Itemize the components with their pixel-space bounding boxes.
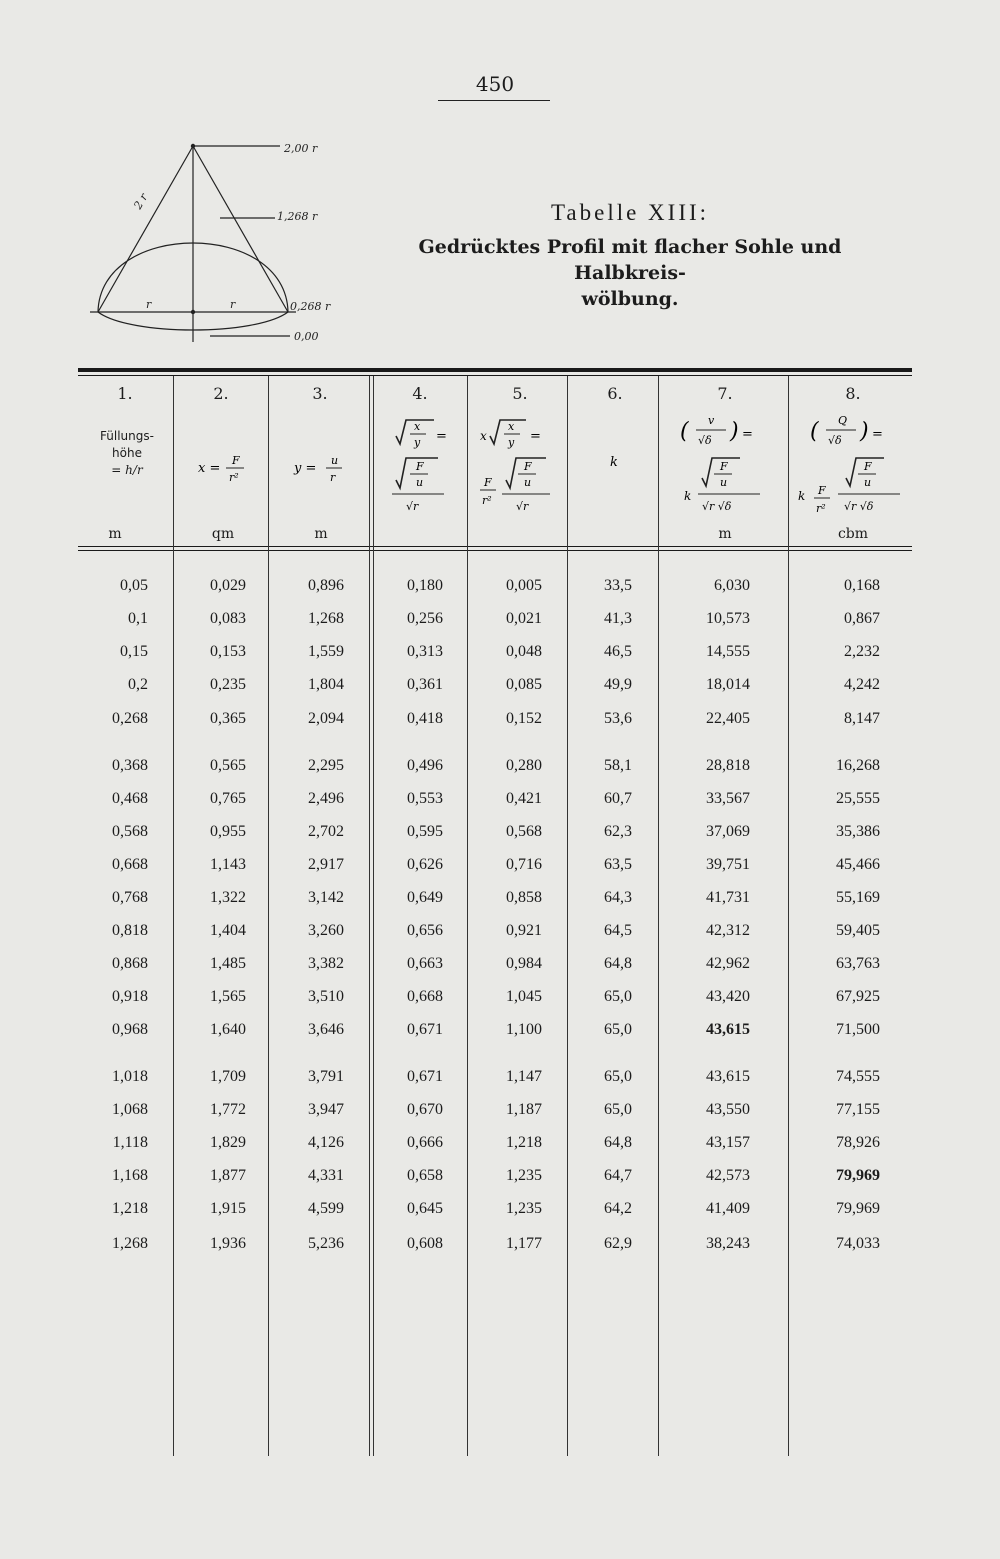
svg-text:x: x	[480, 429, 487, 443]
col8-formula	[792, 408, 910, 522]
svg-text:u: u	[416, 476, 424, 489]
header-bottom-rule-1	[78, 546, 912, 547]
subtitle-line-2: wölbung.	[581, 288, 679, 310]
table-cell: 28,818	[706, 757, 750, 774]
table-cell: 0,568	[506, 823, 542, 840]
label-low: 0,268 r	[290, 300, 331, 313]
svg-text:u: u	[331, 454, 339, 467]
table-cell: 1,565	[210, 988, 246, 1005]
table-cell: 2,232	[844, 643, 880, 660]
table-cell: 0,668	[112, 856, 148, 873]
page-number-rule	[438, 100, 550, 101]
col4-formula	[378, 410, 466, 524]
col6-formula	[600, 452, 630, 476]
table-cell: 0,048	[506, 643, 542, 660]
table-cell: 1,936	[210, 1235, 246, 1252]
table-cell: 74,555	[836, 1068, 880, 1085]
table-row	[0, 1101, 1000, 1131]
table-cell: 74,033	[836, 1235, 880, 1252]
slant-line-right	[193, 146, 288, 312]
table-cell: 2,496	[308, 790, 344, 807]
table-cell: 0,421	[506, 790, 542, 807]
table-cell: 0,256	[407, 610, 443, 627]
table-cell: 1,143	[210, 856, 246, 873]
column-number: 4.	[412, 384, 428, 403]
table-cell: 65,0	[604, 1021, 632, 1038]
col7-formula	[668, 408, 786, 522]
svg-text:r: r	[330, 471, 336, 484]
column-number: 7.	[717, 384, 733, 403]
table-cell: 1,235	[506, 1200, 542, 1217]
column-number: 3.	[312, 384, 328, 403]
table-cell: 4,331	[308, 1167, 344, 1184]
svg-text:√δ: √δ	[698, 434, 712, 447]
table-cell: 1,404	[210, 922, 246, 939]
table-cell: 49,9	[604, 676, 632, 693]
table-cell: 0,608	[407, 1235, 443, 1252]
svg-text:√r √δ: √r √δ	[702, 500, 732, 513]
table-cell: 1,322	[210, 889, 246, 906]
column-unit: m	[718, 526, 732, 542]
svg-text:=: =	[742, 427, 753, 442]
title-block	[360, 200, 900, 312]
table-row	[0, 922, 1000, 952]
table-cell: 59,405	[836, 922, 880, 939]
table-cell: 4,599	[308, 1200, 344, 1217]
table-cell: 60,7	[604, 790, 632, 807]
table-row	[0, 1167, 1000, 1197]
table-row	[0, 577, 1000, 607]
table-cell: 77,155	[836, 1101, 880, 1118]
table-row	[0, 1021, 1000, 1051]
table-label: Tabelle XIII:	[550, 200, 710, 225]
table-cell: 3,646	[308, 1021, 344, 1038]
table-cell: 1,177	[506, 1235, 542, 1252]
table-cell: 1,829	[210, 1134, 246, 1151]
table-row	[0, 676, 1000, 706]
table-top-rule-thick	[78, 368, 912, 372]
table-cell: 0,1	[128, 610, 148, 627]
column-number: 5.	[512, 384, 528, 403]
table-cell: 0,868	[112, 955, 148, 972]
table-cell: 0,180	[407, 577, 443, 594]
table-row	[0, 1068, 1000, 1098]
table-cell: 0,658	[407, 1167, 443, 1184]
column-unit: qm	[211, 526, 235, 542]
subtitle-line-1: Gedrücktes Profil mit flacher Sohle und Halbkreis-	[418, 236, 842, 284]
table-cell: 0,565	[210, 757, 246, 774]
svg-text:r²: r²	[482, 494, 492, 507]
table-cell: 0,235	[210, 676, 246, 693]
table-cell: 0,005	[506, 577, 542, 594]
svg-text:x =: x =	[198, 461, 221, 476]
svg-text:F: F	[484, 476, 492, 489]
table-cell: 3,510	[308, 988, 344, 1005]
table-cell: 63,5	[604, 856, 632, 873]
table-cell: 58,1	[604, 757, 632, 774]
table-cell: 0,955	[210, 823, 246, 840]
table-cell: 5,236	[308, 1235, 344, 1252]
table-cell: 0,595	[407, 823, 443, 840]
table-cell: 1,100	[506, 1021, 542, 1038]
table-cell: 78,926	[836, 1134, 880, 1151]
table-cell: 0,168	[844, 577, 880, 594]
table-row	[0, 610, 1000, 640]
column-unit: m	[314, 526, 328, 542]
table-cell: 0,083	[210, 610, 246, 627]
column-unit: m	[108, 526, 122, 542]
header-bottom-rule-2	[78, 550, 912, 551]
table-cell: 1,915	[210, 1200, 246, 1217]
table-cell: 0,568	[112, 823, 148, 840]
table-cell: 37,069	[706, 823, 750, 840]
svg-text:u: u	[720, 476, 728, 489]
page-number: 450	[475, 72, 515, 96]
table-cell: 0,918	[112, 988, 148, 1005]
table-cell: 22,405	[706, 710, 750, 727]
table-cell: 1,268	[112, 1235, 148, 1252]
table-cell: 0,021	[506, 610, 542, 627]
table-cell: 0,818	[112, 922, 148, 939]
table-cell: 25,555	[836, 790, 880, 807]
svg-text:√r √δ: √r √δ	[844, 500, 874, 513]
apex-point	[191, 144, 195, 148]
table-cell: 0,418	[407, 710, 443, 727]
svg-text:k: k	[684, 489, 692, 503]
table-cell: 1,877	[210, 1167, 246, 1184]
table-cell: 1,045	[506, 988, 542, 1005]
table-cell: 0,768	[112, 889, 148, 906]
table-cell: 1,118	[112, 1134, 148, 1151]
table-cell: 0,896	[308, 577, 344, 594]
table-row	[0, 823, 1000, 853]
table-cell: 2,917	[308, 856, 344, 873]
svg-text:√δ: √δ	[828, 434, 842, 447]
table-cell: 1,772	[210, 1101, 246, 1118]
svg-text:F: F	[720, 460, 728, 473]
table-cell: 3,382	[308, 955, 344, 972]
table-cell: 43,420	[706, 988, 750, 1005]
svg-text:v: v	[708, 414, 715, 427]
table-cell: 0,649	[407, 889, 443, 906]
table-cell: 41,3	[604, 610, 632, 627]
table-cell: 38,243	[706, 1235, 750, 1252]
table-cell: 1,709	[210, 1068, 246, 1085]
table-cell: 3,142	[308, 889, 344, 906]
table-cell: 0,361	[407, 676, 443, 693]
table-top-rule-thin	[78, 375, 912, 376]
table-cell: 0,668	[407, 988, 443, 1005]
table-cell: 0,15	[120, 643, 148, 660]
table-cell: 62,3	[604, 823, 632, 840]
svg-text:(: (	[810, 419, 819, 444]
table-cell: 3,260	[308, 922, 344, 939]
table-cell: 0,365	[210, 710, 246, 727]
table-cell: 1,640	[210, 1021, 246, 1038]
table-cell: 0,368	[112, 757, 148, 774]
label-mid: 1,268 r	[277, 210, 318, 223]
svg-text:Q: Q	[838, 414, 848, 427]
table-cell: 1,187	[506, 1101, 542, 1118]
svg-text:(: (	[680, 419, 689, 444]
column-unit: cbm	[837, 526, 869, 542]
table-row	[0, 1235, 1000, 1265]
table-cell: 46,5	[604, 643, 632, 660]
table-subtitle	[360, 234, 900, 312]
table-cell: 1,018	[112, 1068, 148, 1085]
table-cell: 0,029	[210, 577, 246, 594]
table-cell: 3,947	[308, 1101, 344, 1118]
svg-text:=: =	[872, 427, 883, 442]
svg-text:√r: √r	[406, 500, 419, 513]
table-cell: 33,567	[706, 790, 750, 807]
svg-text:u: u	[864, 476, 872, 489]
table-cell: 55,169	[836, 889, 880, 906]
table-cell: 10,573	[706, 610, 750, 627]
table-cell: 0,867	[844, 610, 880, 627]
table-cell: 0,313	[407, 643, 443, 660]
table-row	[0, 643, 1000, 673]
column-number: 1.	[117, 384, 133, 403]
svg-text:k: k	[798, 489, 806, 503]
svg-text:x: x	[414, 420, 421, 433]
table-row	[0, 955, 1000, 985]
table-cell: 65,0	[604, 1068, 632, 1085]
table-cell: 1,485	[210, 955, 246, 972]
table-cell: 2,295	[308, 757, 344, 774]
label-r-right: r	[230, 298, 236, 311]
table-cell: 42,312	[706, 922, 750, 939]
table-cell: 0,085	[506, 676, 542, 693]
svg-text:=: =	[436, 429, 447, 444]
col2-formula	[178, 448, 266, 492]
table-cell: 1,218	[506, 1134, 542, 1151]
table-cell: 41,409	[706, 1200, 750, 1217]
label-r-left: r	[146, 298, 152, 311]
svg-text:x: x	[508, 420, 515, 433]
table-cell: 0,656	[407, 922, 443, 939]
label-slant: 2 r	[131, 191, 151, 212]
table-cell: 0,152	[506, 710, 542, 727]
table-cell: 1,147	[506, 1068, 542, 1085]
svg-text:r²: r²	[229, 471, 239, 484]
table-cell: 0,671	[407, 1021, 443, 1038]
profile-diagram	[70, 130, 350, 360]
table-cell: 0,921	[506, 922, 542, 939]
table-cell: 0,280	[506, 757, 542, 774]
table-cell: 33,5	[604, 577, 632, 594]
table-cell: 53,6	[604, 710, 632, 727]
table-cell: 1,235	[506, 1167, 542, 1184]
table-row	[0, 790, 1000, 820]
table-cell: 39,751	[706, 856, 750, 873]
table-cell: 43,550	[706, 1101, 750, 1118]
svg-text:F: F	[416, 460, 424, 473]
svg-text:): )	[860, 419, 869, 444]
table-row	[0, 757, 1000, 787]
col1-header: Füllungs- höhe = h/r	[100, 429, 154, 477]
table-cell: 43,157	[706, 1134, 750, 1151]
table-cell: 41,731	[706, 889, 750, 906]
table-row	[0, 1134, 1000, 1164]
table-cell: 0,626	[407, 856, 443, 873]
table-cell: 0,496	[407, 757, 443, 774]
table-cell: 0,153	[210, 643, 246, 660]
table-cell: 1,268	[308, 610, 344, 627]
svg-text:u: u	[524, 476, 532, 489]
table-cell: 18,014	[706, 676, 750, 693]
table-cell: 0,968	[112, 1021, 148, 1038]
table-cell: 0,663	[407, 955, 443, 972]
table-cell: 0,984	[506, 955, 542, 972]
table-cell: 42,573	[706, 1167, 750, 1184]
table-row	[0, 856, 1000, 886]
table-cell: 1,168	[112, 1167, 148, 1184]
table-cell: 64,8	[604, 955, 632, 972]
label-bottom: 0,00	[294, 330, 319, 343]
table-row	[0, 889, 1000, 919]
table-cell: 1,218	[112, 1200, 148, 1217]
table-row	[0, 1200, 1000, 1230]
table-row	[0, 988, 1000, 1018]
svg-text:F: F	[864, 460, 872, 473]
column-number: 6.	[607, 384, 623, 403]
table-cell: 64,5	[604, 922, 632, 939]
table-cell: 45,466	[836, 856, 880, 873]
table-cell: 3,791	[308, 1068, 344, 1085]
table-cell: 71,500	[836, 1021, 880, 1038]
table-cell: 8,147	[844, 710, 880, 727]
label-top: 2,00 r	[284, 142, 318, 155]
svg-text:√r: √r	[516, 500, 529, 513]
table-cell: 43,615	[706, 1021, 750, 1038]
table-cell: 1,804	[308, 676, 344, 693]
col3-formula	[272, 448, 367, 492]
svg-text:y: y	[508, 436, 515, 449]
table-cell: 1,559	[308, 643, 344, 660]
svg-text:y: y	[414, 436, 421, 449]
table-cell: 2,094	[308, 710, 344, 727]
table-cell: 63,763	[836, 955, 880, 972]
svg-text:): )	[730, 419, 739, 444]
svg-text:F: F	[232, 454, 240, 467]
slant-line-left	[98, 146, 193, 312]
table-cell: 64,7	[604, 1167, 632, 1184]
table-cell: 1,068	[112, 1101, 148, 1118]
table-cell: 79,969	[836, 1167, 880, 1184]
table-cell: 0,468	[112, 790, 148, 807]
table-cell: 35,386	[836, 823, 880, 840]
table-cell: 67,925	[836, 988, 880, 1005]
column-number: 2.	[213, 384, 229, 403]
table-cell: 0,858	[506, 889, 542, 906]
column-number: 8.	[845, 384, 861, 403]
table-cell: 43,615	[706, 1068, 750, 1085]
table-cell: 0,765	[210, 790, 246, 807]
table-cell: 65,0	[604, 1101, 632, 1118]
table-row	[0, 710, 1000, 740]
table-cell: 0,671	[407, 1068, 443, 1085]
table-cell: 79,969	[836, 1200, 880, 1217]
svg-text:y =: y =	[294, 461, 317, 476]
table-cell: 4,242	[844, 676, 880, 693]
table-cell: 0,2	[128, 676, 148, 693]
center-point	[191, 310, 195, 314]
table-cell: 2,702	[308, 823, 344, 840]
table-cell: 65,0	[604, 988, 632, 1005]
table-cell: 0,716	[506, 856, 542, 873]
col5-formula	[474, 410, 566, 524]
table-cell: 62,9	[604, 1235, 632, 1252]
table-cell: 16,268	[836, 757, 880, 774]
table-cell: 4,126	[308, 1134, 344, 1151]
table-cell: 14,555	[706, 643, 750, 660]
table-cell: 0,645	[407, 1200, 443, 1217]
table-cell: 0,268	[112, 710, 148, 727]
svg-text:F: F	[818, 484, 826, 497]
svg-text:=: =	[530, 429, 541, 444]
table-cell: 0,05	[120, 577, 148, 594]
table-cell: 64,3	[604, 889, 632, 906]
svg-text:r²: r²	[816, 502, 826, 515]
svg-text:F: F	[524, 460, 532, 473]
table-cell: 0,666	[407, 1134, 443, 1151]
svg-text:k: k	[610, 455, 618, 470]
table-cell: 0,553	[407, 790, 443, 807]
table-cell: 0,670	[407, 1101, 443, 1118]
table-cell: 64,8	[604, 1134, 632, 1151]
table-cell: 6,030	[714, 577, 750, 594]
table-cell: 64,2	[604, 1200, 632, 1217]
table-cell: 42,962	[706, 955, 750, 972]
